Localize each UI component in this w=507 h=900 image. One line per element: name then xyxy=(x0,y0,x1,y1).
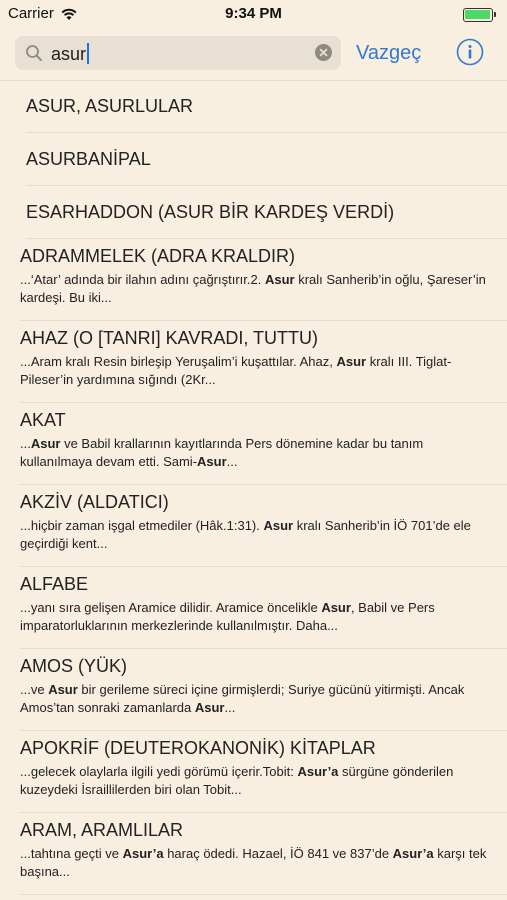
result-title: AKZİV (ALDATICI) xyxy=(20,492,169,512)
result-title: AMOS (YÜK) xyxy=(20,656,128,676)
suggestion-label: ESARHADDON (ASUR BİR KARDEŞ VERDİ) xyxy=(26,202,395,222)
suggestion-item[interactable] xyxy=(0,186,507,239)
result-snippet: ...Asur ve Babil krallarının kayıtlarında Pers dönemine kadar bu tanım kullanılmaya devam etti. Sami-Asur... xyxy=(20,436,424,469)
result-title: ARAM, ARAMLILAR xyxy=(20,820,184,840)
status-bar xyxy=(0,0,507,28)
carrier-label: Carrier xyxy=(8,5,54,22)
battery-icon xyxy=(463,8,497,22)
result-snippet: ...ve Asur bir gerileme süreci içine girmişlerdi; Suriye gücünü yitirmişti. Ancak Amos’tan sonraki zamanlarda Asur... xyxy=(20,682,465,715)
result-snippet: ...tahtına geçti ve Asur’a haraç ödedi. Hazael, İÖ 841 ve 837’de Asur’a karşı tek başına... xyxy=(20,846,487,879)
result-title: ADRAMMELEK (ADRA KRALDIR) xyxy=(20,246,296,266)
search-input[interactable] xyxy=(15,36,341,70)
status-time: 9:34 PM xyxy=(225,5,282,22)
result-item[interactable] xyxy=(0,485,507,567)
result-title: AKAT xyxy=(20,410,66,430)
suggestion-item[interactable] xyxy=(0,133,507,186)
result-item[interactable] xyxy=(0,649,507,731)
search-query-text: asur xyxy=(51,43,89,65)
result-snippet: ...‘Atar’ adında bir ilahın adını çağrıştırır.2. Asur kralı Sanherib’in oğlu, Şareser’in kardeşi. Bu iki... xyxy=(20,272,486,305)
result-item[interactable] xyxy=(0,731,507,813)
results-list xyxy=(0,80,507,895)
result-snippet: ...hiçbir zaman işgal etmediler (Hâk.1:31). Asur kralı Sanherib’in İÖ 701’de ele geçirdiği kent... xyxy=(20,518,471,551)
text-caret xyxy=(87,43,89,64)
search-bar xyxy=(0,28,507,81)
result-title: APOKRİF (DEUTEROKANONİK) KİTAPLAR xyxy=(20,738,376,758)
info-icon[interactable] xyxy=(456,38,484,66)
suggestion-label: ASURBANİPAL xyxy=(26,149,151,169)
cancel-button[interactable]: Vazgeç xyxy=(356,42,422,64)
result-item[interactable] xyxy=(0,321,507,403)
result-item[interactable] xyxy=(0,813,507,895)
separator xyxy=(20,894,507,895)
suggestion-label: ASUR, ASURLULAR xyxy=(26,96,194,116)
result-title: ALFABE xyxy=(20,574,89,594)
result-item[interactable] xyxy=(0,567,507,649)
suggestion-item[interactable] xyxy=(0,80,507,133)
result-snippet: ...yanı sıra gelişen Aramice dilidir. Aramice öncelikle Asur, Babil ve Pers imparatorluklarının merkezlerinde kullanılmıştır. Daha... xyxy=(20,600,435,633)
result-snippet: ...gelecek olaylarla ilgili yedi görümü içerir.Tobit: Asur’a sürgüne gönderilen kuzeydeki İsraillilerden biri olan Tobit... xyxy=(20,764,454,797)
result-title: AHAZ (O [TANRI] KAVRADI, TUTTU) xyxy=(20,328,319,348)
result-item[interactable] xyxy=(0,239,507,321)
search-icon xyxy=(25,44,43,62)
clear-search-icon[interactable] xyxy=(315,44,332,61)
result-item[interactable] xyxy=(0,403,507,485)
result-snippet: ...Aram kralı Resin birleşip Yeruşalim’i kuşattılar. Ahaz, Asur kralı III. Tiglat-Pileser’in yardımına sığındı (2Kr... xyxy=(20,354,452,387)
